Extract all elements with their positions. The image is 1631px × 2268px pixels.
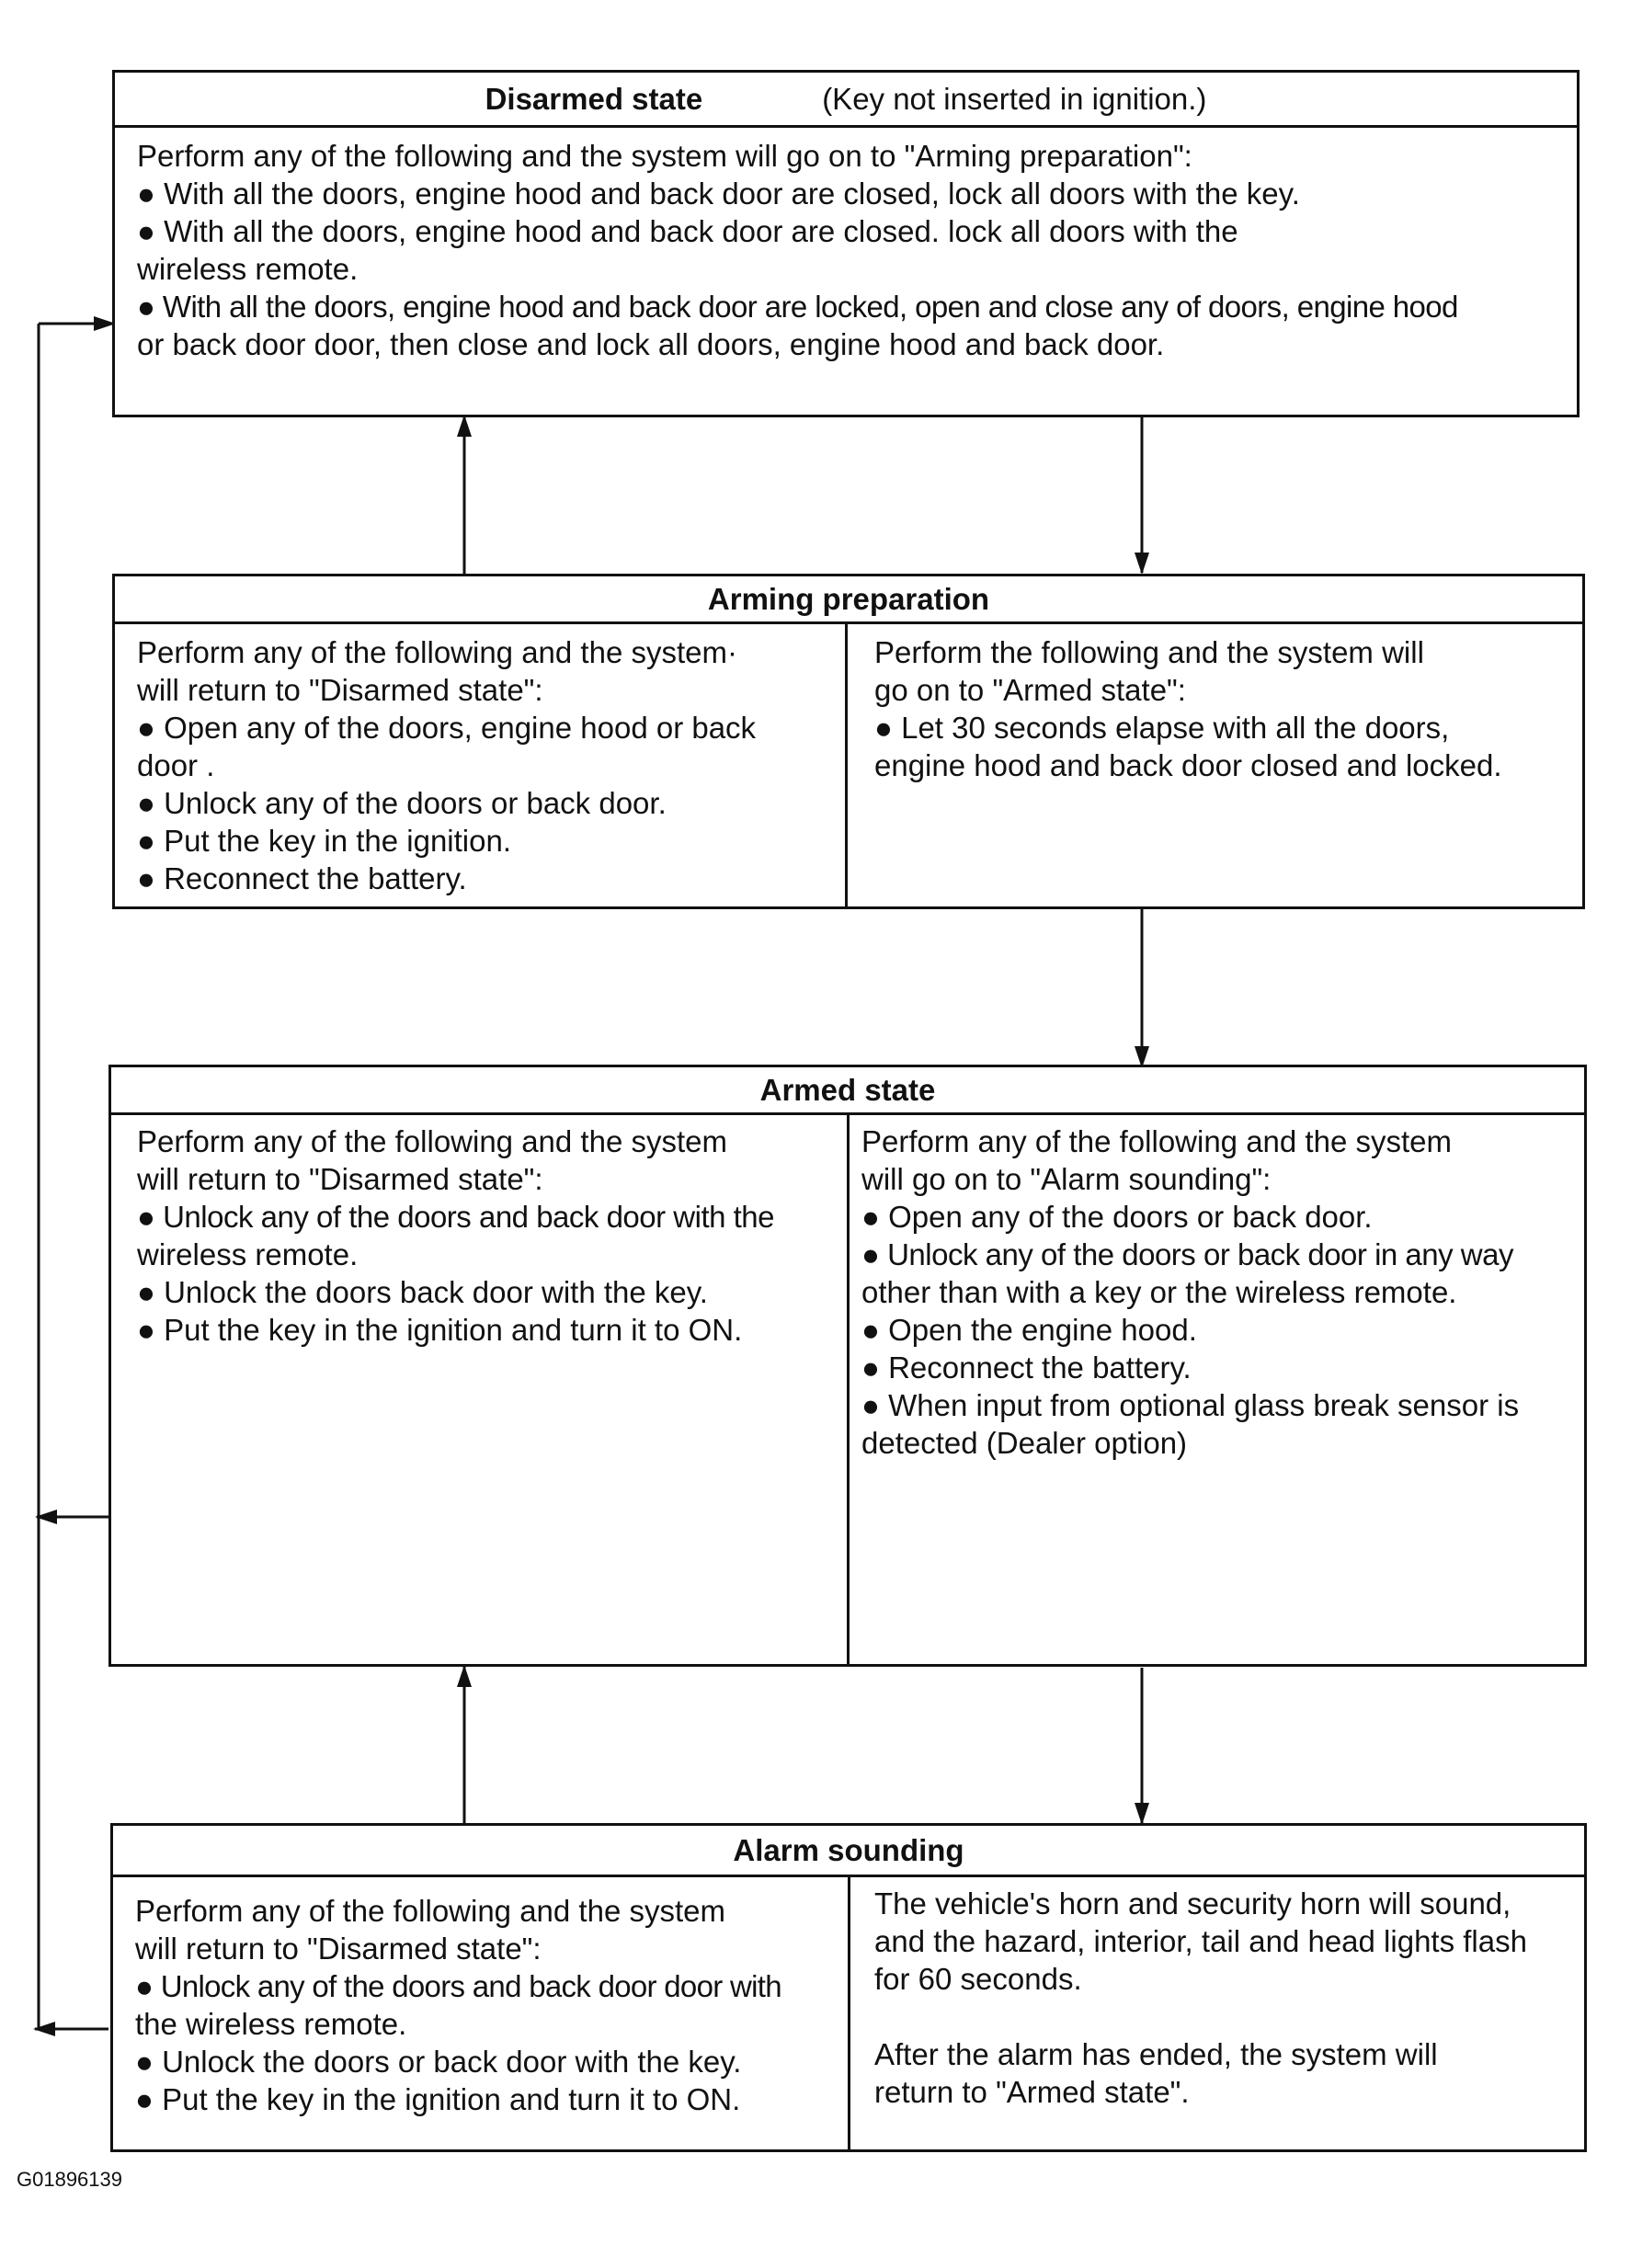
alarm-left-line: ● Unlock any of the doors and back door door with: [135, 1969, 781, 2003]
armed-right-line: other than with a key or the wireless remote.: [861, 1275, 1457, 1309]
alarm-left-line: will return to "Disarmed state":: [135, 1932, 542, 1966]
disarmed-state-box: [112, 70, 1580, 417]
armed-column-divider: [847, 1115, 850, 1664]
arming-left-line: ● Put the key in the ignition.: [137, 824, 512, 858]
armed-right-line: will go on to "Alarm sounding":: [861, 1162, 1272, 1196]
armed-right-line: ● When input from optional glass break sensor is: [861, 1388, 1520, 1422]
armed-state-box: [108, 1065, 1587, 1667]
alarm-sounding-header: [113, 1826, 1584, 1877]
armed-left-line: wireless remote.: [137, 1237, 359, 1271]
arming-right-cell: [874, 633, 1582, 905]
arming-right-line: go on to "Armed state":: [874, 673, 1186, 707]
alarm-sounding-title: Alarm sounding: [733, 1832, 964, 1867]
armed-right-line: ● Reconnect the battery.: [861, 1351, 1192, 1385]
disarmed-state-header: [115, 73, 1577, 128]
armed-left-line: ● Unlock the doors back door with the key.: [137, 1275, 708, 1309]
arming-preparation-header: [115, 576, 1582, 624]
alarm-right-cell: [874, 1885, 1584, 2148]
disarmed-line: Perform any of the following and the system will go on to "Arming preparation":: [137, 139, 1192, 173]
arming-left-line: ● Reconnect the battery.: [137, 861, 467, 895]
armed-right-line: ● Open the engine hood.: [861, 1313, 1197, 1347]
disarmed-state-note: (Key not inserted in ignition.): [822, 81, 1207, 116]
arming-right-line: engine hood and back door closed and locked.: [874, 748, 1502, 782]
arming-left-line: Perform any of the following and the system·: [137, 635, 737, 669]
armed-right-cell: [861, 1123, 1583, 1660]
alarm-sounding-box: [110, 1823, 1587, 2152]
alarm-right-line: return to "Armed state".: [874, 2075, 1190, 2109]
disarmed-line: ● With all the doors, engine hood and back door are closed, lock all doors with the key.: [137, 177, 1300, 211]
armed-state-title: Armed state: [759, 1072, 936, 1107]
arming-left-line: ● Unlock any of the doors or back door.: [137, 786, 667, 820]
alarm-right-line: for 60 seconds.: [874, 1962, 1082, 1996]
alarm-column-divider: [848, 1877, 850, 2149]
armed-right-line: detected (Dealer option): [861, 1426, 1188, 1460]
alarm-right-line: The vehicle's horn and security horn will sound,: [874, 1886, 1511, 1920]
arming-left-line: will return to "Disarmed state":: [137, 673, 543, 707]
alarm-left-cell: [135, 1892, 848, 2148]
arming-left-line: door .: [137, 748, 215, 782]
figure-code: G01896139: [17, 2168, 122, 2191]
disarmed-state-title: Disarmed state: [485, 81, 703, 116]
arming-left-cell: [137, 633, 840, 905]
armed-right-line: Perform any of the following and the system: [861, 1124, 1452, 1158]
alarm-right-line: and the hazard, interior, tail and head lights flash: [874, 1924, 1527, 1958]
alarm-left-line: ● Unlock the doors or back door with the key.: [135, 2045, 742, 2079]
disarmed-state-body: [137, 137, 1571, 404]
arming-left-line: ● Open any of the doors, engine hood or back: [137, 711, 757, 745]
armed-left-line: ● Unlock any of the doors and back door with the: [137, 1200, 775, 1234]
disarmed-line: or back door door, then close and lock all doors, engine hood and back door.: [137, 327, 1165, 361]
alarm-left-line: Perform any of the following and the system: [135, 1894, 725, 1928]
armed-right-line: ● Unlock any of the doors or back door in any way: [861, 1237, 1513, 1271]
disarmed-line: wireless remote.: [137, 252, 359, 286]
armed-left-line: will return to "Disarmed state":: [137, 1162, 543, 1196]
armed-left-line: Perform any of the following and the system: [137, 1124, 727, 1158]
disarmed-line: ● With all the doors, engine hood and back door are closed. lock all doors with the: [137, 214, 1238, 248]
alarm-right-line: After the alarm has ended, the system will: [874, 2037, 1438, 2071]
armed-state-header: [111, 1067, 1584, 1115]
arming-right-line: Perform the following and the system will: [874, 635, 1424, 669]
armed-left-line: ● Put the key in the ignition and turn it to ON.: [137, 1313, 743, 1347]
arming-preparation-title: Arming preparation: [707, 581, 990, 616]
disarmed-line: ● With all the doors, engine hood and back door are locked, open and close any of doors, engine hood: [137, 290, 1458, 324]
arming-right-line: ● Let 30 seconds elapse with all the doors,: [874, 711, 1450, 745]
alarm-left-line: ● Put the key in the ignition and turn it to ON.: [135, 2082, 741, 2116]
alarm-left-line: the wireless remote.: [135, 2007, 407, 2041]
arming-preparation-box: [112, 574, 1585, 909]
armed-right-line: ● Open any of the doors or back door.: [861, 1200, 1373, 1234]
arming-column-divider: [845, 624, 848, 906]
armed-left-cell: [137, 1123, 845, 1660]
paragraph-gap: [874, 1998, 1584, 2035]
